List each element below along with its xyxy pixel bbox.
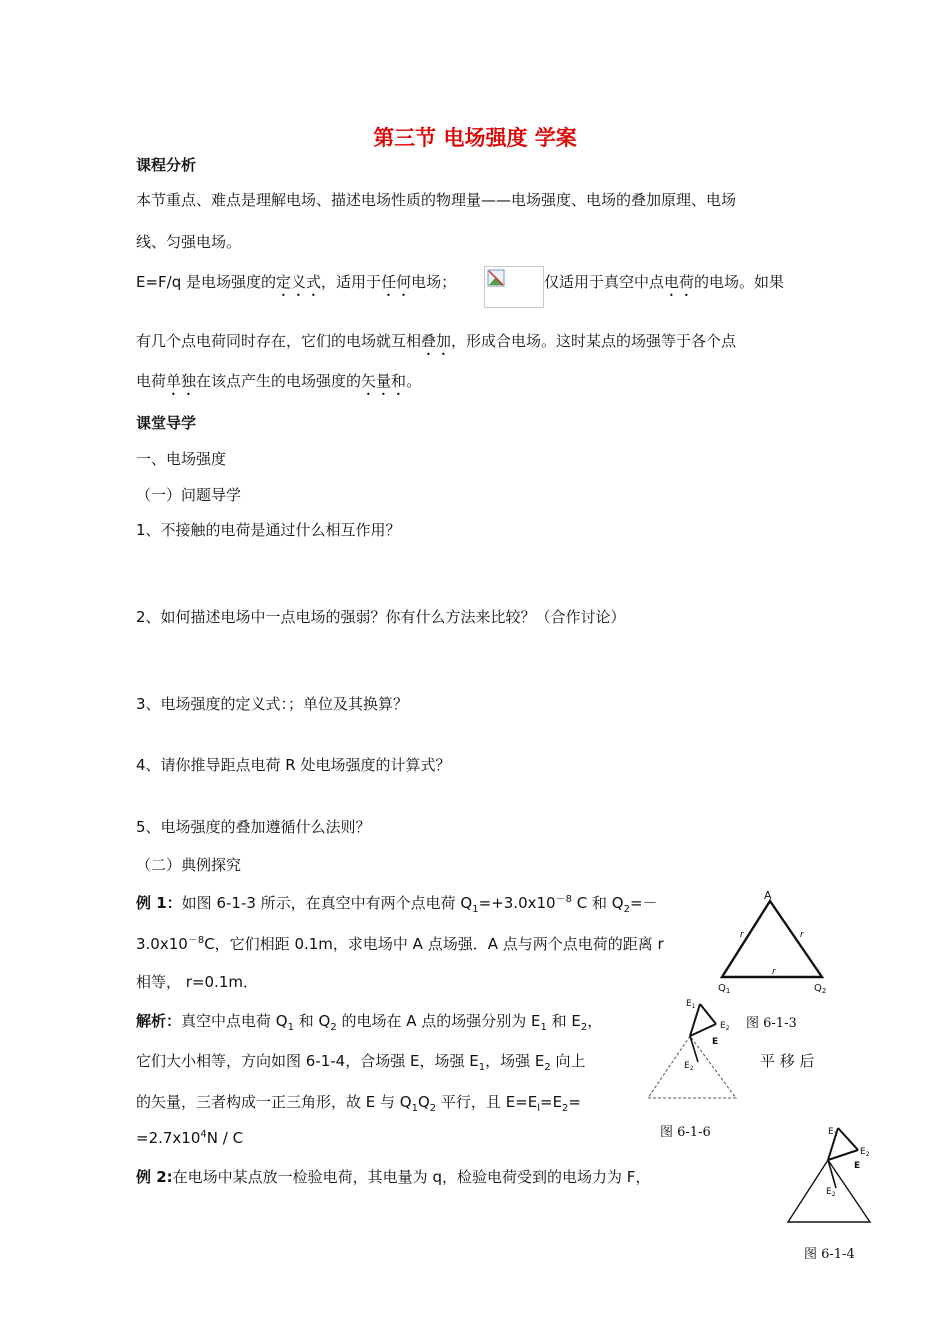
superscript: －8 [187, 935, 205, 946]
label-text: E [686, 999, 692, 1009]
text-run: 电荷 [136, 372, 167, 390]
text-run: 它们大小相等，方向如图 6-1-4，合场强 E，场强 E [136, 1052, 479, 1070]
charge-label-q1 [718, 983, 730, 995]
text-run: 电场； [411, 273, 457, 291]
text-run: 的电场。如果 [694, 273, 785, 291]
subscript: 2 [429, 1103, 437, 1114]
text-run: = [568, 1093, 581, 1111]
text-run: 真空中点电荷 Q [181, 1012, 288, 1030]
paragraph-line: 线、匀强电场。 [136, 233, 242, 251]
text-run: 的电场在 A 点的场强分别为 E [336, 1012, 541, 1030]
vector-e2 [838, 1128, 858, 1150]
label-text: E [684, 1061, 690, 1071]
superscript: －8 [555, 894, 572, 905]
question-item: 1、不接触的电荷是通过什么相互作用？ [136, 521, 401, 539]
emphasis-text: 单独 [166, 372, 197, 390]
vector-label-e2-shifted [684, 1061, 694, 1072]
text-run: 有几个点电荷同时存在，它们的电场就互相 [136, 332, 422, 350]
broken-image-icon [487, 269, 507, 289]
label-text: E [720, 1021, 726, 1031]
text-run: 在电场中某点放一检验电荷，其电量为 q，检验电荷受到的电场力为 F， [172, 1168, 651, 1186]
text-run: =2.7x10 [136, 1129, 201, 1147]
figure-6-1-3-triangle [712, 885, 834, 995]
label-text: E [826, 1187, 832, 1197]
label-text: Q [814, 983, 822, 994]
vector-label-e1 [686, 999, 696, 1010]
analysis-line4 [136, 1129, 243, 1147]
analysis-line3 [136, 1091, 581, 1114]
vector-e2-shifted [828, 1160, 836, 1188]
paragraph-line [136, 330, 736, 359]
label-subscript: 1 [833, 1131, 838, 1138]
vector-label-e2-shifted [826, 1187, 836, 1198]
subscript: 2 [580, 1022, 588, 1033]
label-subscript: 2 [831, 1191, 836, 1198]
text-run: =－ [629, 894, 658, 912]
vector-label-e: E [854, 1161, 861, 1171]
text-run: =+3.0x10 [478, 894, 556, 912]
vector-label-e2 [860, 1147, 870, 1158]
label-subscript: 1 [725, 987, 731, 995]
question-item: 3、电场强度的定义式：；单位及其换算？ [136, 695, 409, 713]
analysis-line1 [136, 1010, 602, 1033]
subscript: 2 [562, 1103, 569, 1114]
example1-line1 [136, 890, 658, 915]
paragraph-line: 本节重点、难点是理解电场、描述电场性质的物理量——电场强度、电场的叠加原理、电场 [136, 191, 737, 209]
example-label: 例 1： [136, 894, 182, 912]
subscript: 1 [287, 1022, 294, 1033]
figure-caption-6-1-3: 图 6-1-3 [746, 1016, 797, 1031]
figure-caption-6-1-6: 图 6-1-6 [660, 1125, 711, 1140]
question-item: 4、请你推导距点电荷 R 处电场强度的计算式？ [136, 756, 451, 774]
label-subscript: 2 [821, 987, 827, 995]
triangle-outline [722, 901, 822, 977]
page-title: 第三节 电场强度 学案 [373, 126, 577, 150]
analysis-label: 解析： [136, 1012, 182, 1030]
text-run: ，形成合电场。这时某点的场强等于各个点 [451, 332, 737, 350]
example2-line [136, 1166, 650, 1187]
subscript: 1 [472, 904, 479, 915]
paragraph-line-definition [136, 271, 456, 300]
subheading: （一）问题导学 [136, 486, 242, 504]
vector-label-e2 [720, 1021, 730, 1032]
example1-line2 [136, 931, 664, 954]
subscript: 1 [540, 1022, 547, 1033]
subscript: l [537, 1103, 540, 1114]
vector-e2-shifted [690, 1036, 698, 1062]
text-run: ，场强 E [485, 1052, 545, 1070]
vector-e2 [700, 1004, 716, 1024]
subscript: 2 [623, 904, 630, 915]
charge-label-q2 [814, 983, 826, 995]
text-run: 在该点产生的电场强度的 [196, 372, 362, 390]
text-run: 和 Q [293, 1012, 331, 1030]
text-run: 3.0x10 [136, 935, 188, 953]
subscript: 1 [411, 1103, 418, 1114]
text-run: C，它们相距 0.1m，求电场中 A 点场强．A 点与两个点电荷的距离 r [204, 935, 664, 953]
text-run: 。 [406, 372, 422, 390]
text-run: ，适用于 [321, 273, 382, 291]
text-run: E=F/q 是电场强度的 [136, 273, 277, 291]
figure-6-1-6-vector-diagram [640, 996, 760, 1106]
subheading: 一、电场强度 [136, 450, 227, 468]
subscript: 2 [544, 1062, 551, 1073]
example1-line3: 相等， r=0.1m． [136, 973, 258, 991]
emphasis-text: 任何 [381, 273, 412, 291]
text-run: =E [540, 1093, 563, 1111]
question-item: 2、如何描述电场中一点电场的强弱？你有什么方法来比较？（合作讨论） [136, 608, 626, 626]
example-label: 例 2: [136, 1168, 173, 1186]
emphasis-text: 定义式 [276, 273, 322, 291]
text-run: 的矢量，三者构成一正三角形，故 E 与 Q [136, 1093, 412, 1111]
vector-label-e: E [712, 1037, 719, 1047]
emphasis-text: 叠加 [421, 332, 452, 350]
emphasis-text: 电荷 [664, 273, 695, 291]
subscript: 2 [330, 1022, 337, 1033]
text-run: C 和 Q [571, 894, 624, 912]
vector-e [828, 1150, 858, 1160]
question-item: 5、电场强度的叠加遵循什么法则？ [136, 818, 371, 836]
label-text: E [828, 1127, 834, 1137]
superscript: 4 [200, 1129, 207, 1140]
paragraph-line [136, 370, 421, 399]
text-run: 平行，且 E=E [436, 1093, 538, 1111]
label-subscript: 1 [691, 1003, 696, 1010]
label-text: Q [718, 983, 726, 994]
text-run: 向上 [550, 1052, 586, 1070]
subscript: 1 [478, 1062, 486, 1073]
figure-caption-6-1-4: 图 6-1-4 [804, 1247, 855, 1262]
formula-image-placeholder [484, 266, 544, 308]
analysis-line2 [136, 1050, 586, 1073]
label-subscript: 2 [725, 1025, 730, 1032]
side-label-r: r [772, 967, 776, 977]
label-text: E [860, 1147, 866, 1157]
vector-label-e1 [828, 1127, 838, 1138]
section-heading-classroom: 课堂导学 [136, 414, 197, 432]
vertex-label-a: A [764, 889, 772, 902]
text-run: N / C [206, 1129, 244, 1147]
text-run: 和 E [546, 1012, 581, 1030]
subheading: （二）典例探究 [136, 856, 242, 874]
figure-6-1-4-vector-diagram [780, 1118, 880, 1226]
section-heading-course-analysis: 课程分析 [136, 156, 197, 174]
text-run: 仅适用于真空中点 [544, 273, 665, 291]
analysis-line2-right: 平 移 后 [760, 1052, 815, 1070]
label-subscript: 2 [865, 1151, 870, 1158]
text-run: ， [587, 1012, 603, 1030]
label-subscript: 2 [689, 1065, 694, 1072]
emphasis-text: 矢量和 [361, 372, 407, 390]
text-run: 如图 6-1-3 所示，在真空中有两个点电荷 Q [181, 894, 473, 912]
side-label-r: r [800, 930, 804, 940]
paragraph-line-definition-cont [544, 271, 784, 300]
side-label-r: r [740, 930, 744, 940]
text-run: Q [417, 1093, 430, 1111]
